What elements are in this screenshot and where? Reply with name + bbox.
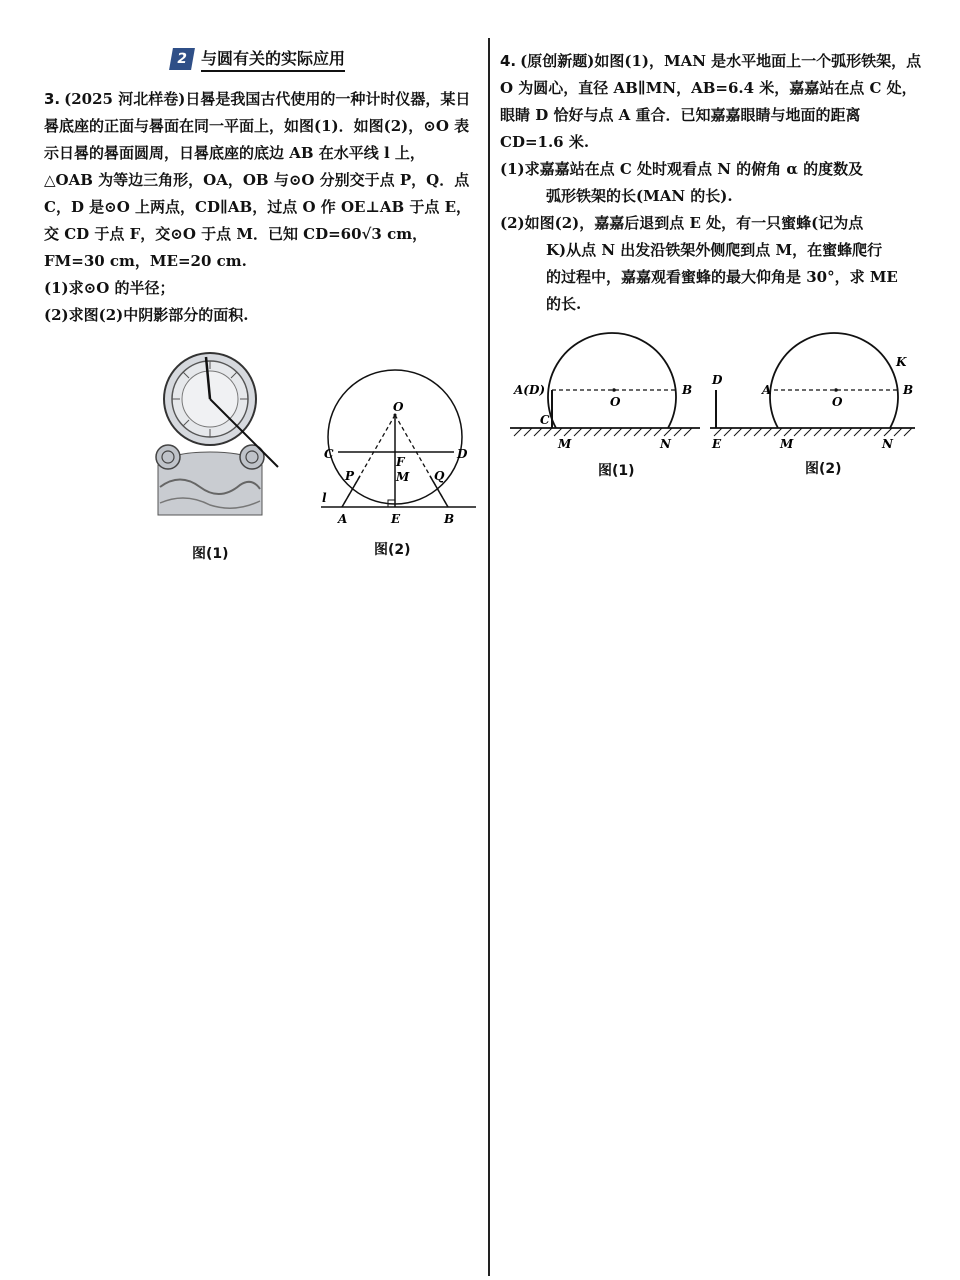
problem-3-figures — [44, 347, 472, 567]
label-D: D — [457, 447, 468, 461]
label-B: B — [903, 383, 914, 397]
problem-3-question-1: (1)求⊙O 的半径； — [44, 279, 175, 297]
label-M: M — [558, 437, 572, 451]
problem-4-figure-2-diagram — [710, 332, 920, 452]
label-E: E — [712, 437, 722, 451]
left-column — [44, 40, 472, 567]
problem-4-figure-1-caption: 图(1) — [598, 463, 635, 479]
sundial-illustration — [140, 347, 280, 517]
label-A-D: A(D) — [514, 383, 546, 397]
label-M: M — [780, 437, 794, 451]
column-divider — [488, 38, 490, 1276]
label-N: N — [660, 437, 671, 451]
problem-4-question-2-cont-3: 的长. — [546, 295, 582, 313]
label-C: C — [324, 447, 334, 461]
label-C: C — [540, 413, 550, 427]
problem-4-text: 如图(1)，MAN 是水平地面上一个弧形铁架，点 O 为圆心，直径 AB∥MN，AB=6.4 米，嘉嘉站在点 C 处，眼睛 D 恰好与点 A 重合．已知嘉嘉眼睛与地面的距离 CD=1.6 米. — [500, 52, 922, 151]
problem-3-diagram — [316, 347, 496, 537]
section-header — [44, 46, 472, 72]
label-M: M — [396, 470, 410, 484]
problem-4-figure-1-diagram — [510, 332, 710, 452]
problem-4-question-2-cont-1: K)从点 N 出发沿铁架外侧爬到点 M，在蜜蜂爬行 — [546, 241, 883, 259]
label-P: P — [345, 469, 355, 483]
label-A: A — [338, 512, 348, 526]
problem-3-question-2: (2)求图(2)中阴影部分的面积. — [44, 306, 249, 324]
problem-4-figures — [500, 332, 925, 482]
problem-4 — [500, 48, 925, 156]
problem-4-figure-2-caption: 图(2) — [805, 461, 842, 477]
problem-3-figure-2-caption: 图(2) — [374, 542, 411, 558]
problem-4-source: (原创新题) — [520, 52, 595, 70]
problem-4-question-1: (1)求嘉嘉站在点 C 处时观看点 N 的俯角 α 的度数及 — [500, 160, 864, 178]
label-Q: Q — [434, 469, 445, 483]
problem-4-number: 4. — [500, 52, 517, 70]
section-badge: 2 — [169, 48, 195, 70]
label-E: E — [391, 512, 401, 526]
label-N: N — [882, 437, 893, 451]
problem-4-question-2-cont-2: 的过程中，嘉嘉观看蜜蜂的最大仰角是 30°，求 ME — [546, 268, 898, 286]
label-B: B — [444, 512, 455, 526]
right-column — [500, 40, 925, 482]
problem-3-text: 日晷是我国古代使用的一种计时仪器，某日晷底座的正面与晷面在同一平面上，如图(1)．如图(2)，⊙O 表示日晷的晷面圆周，日晷底座的底边 AB 在水平线 l 上，△OAB 为等边三角形，OA，OB 与⊙O 分别交于点 P，Q．点 C，D 是⊙O 上两点，CD∥AB，过点 O 作 OE⊥AB 于点 E，交 CD 于点 F，交⊙O 于点 M．已知 CD=60√3 cm，FM=30 cm，ME=20 cm. — [44, 90, 472, 270]
problem-4-question-1-cont: 弧形铁架的长(MAN 的长). — [546, 187, 733, 205]
label-K: K — [896, 355, 907, 369]
label-F: F — [396, 455, 405, 469]
problem-4-question-2: (2)如图(2)，嘉嘉后退到点 E 处，有一只蜜蜂(记为点 — [500, 214, 864, 232]
label-O: O — [610, 395, 621, 409]
section-title: 与圆有关的实际应用 — [201, 46, 345, 72]
problem-3-number: 3. — [44, 90, 61, 108]
problem-3-figure-1-caption: 图(1) — [192, 546, 229, 562]
problem-3 — [44, 86, 472, 275]
label-O: O — [832, 395, 843, 409]
problem-3-source: (2025 河北样卷) — [64, 90, 186, 108]
label-D: D — [712, 373, 723, 387]
label-B: B — [682, 383, 693, 397]
label-l: l — [322, 491, 327, 505]
label-A: A — [762, 383, 772, 397]
label-O: O — [393, 400, 404, 414]
